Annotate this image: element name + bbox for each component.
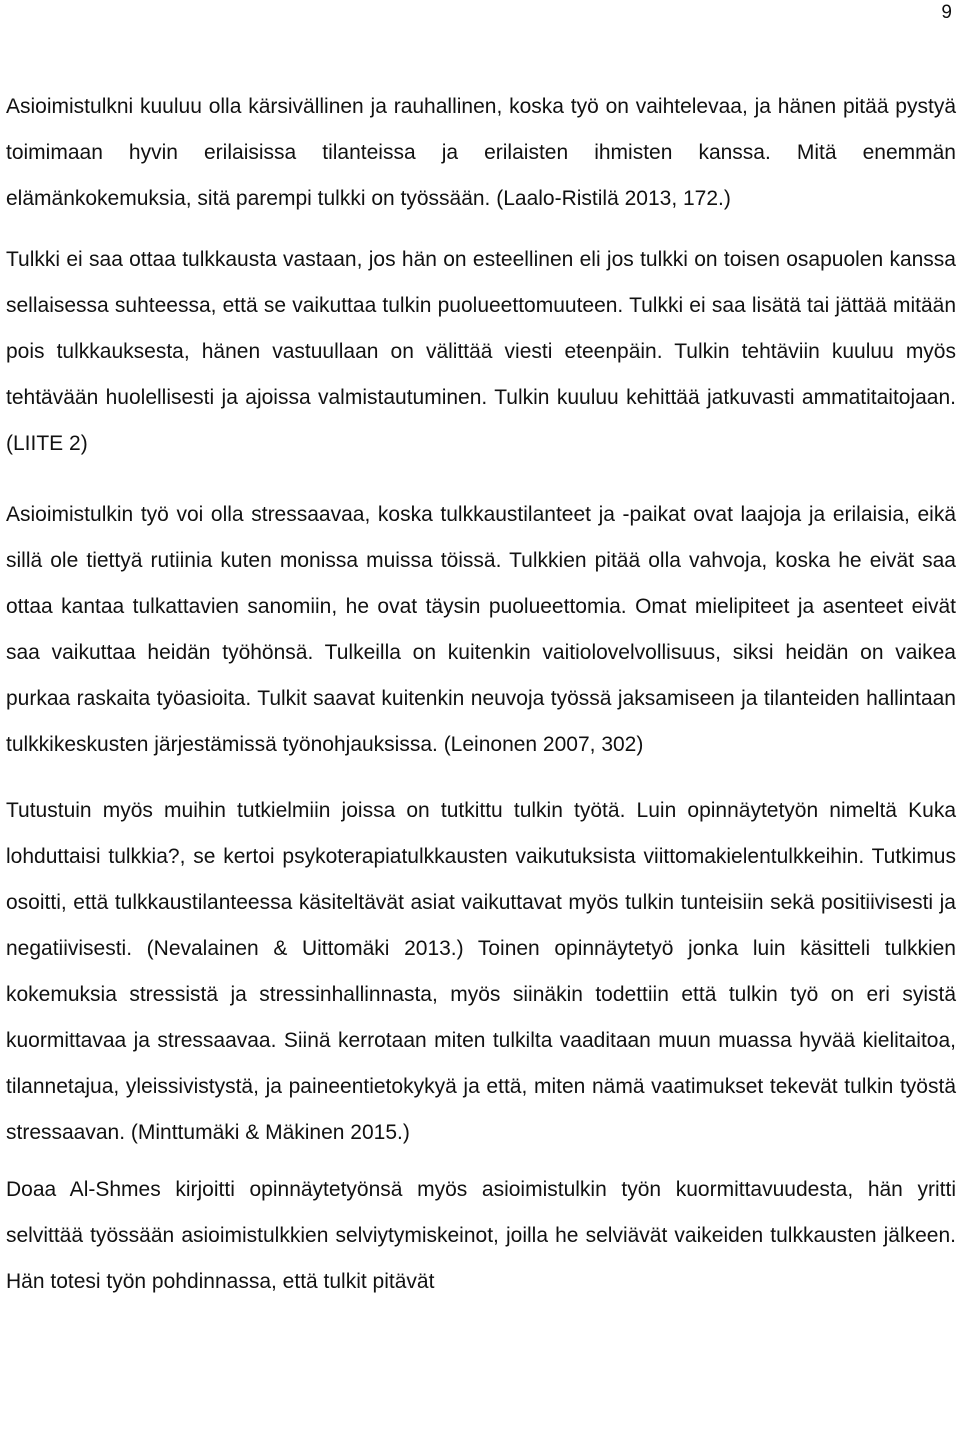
document-body [6,84,956,1305]
page-number: 9 [941,2,952,23]
paragraph-related-theses: Tutustuin myös muihin tutkielmiin joissa on tutkittu tulkin työtä. Luin opinnäytetyön nimeltä Kuka lohduttaisi tulkkia?, se kertoi psykoterapiatulkkausten vaikutuksista viittomakielentulkkeihin. Tutkimus osoitti, että tulkkaustilanteessa käsiteltävät asiat vaikuttavat myös tulkin tunteisiin sekä positiivisesti ja negatiivisesti. (Nevalainen & Uittomäki 2013.) Toinen opinnäytetyö jonka luin käsitteli tulkkien kokemuksia stressistä ja stressinhallinnasta, myös siinäkin todettiin että tulkin työ on eri syistä kuormittavaa ja stressaavaa. Siinä kerrotaan miten tulkilta vaaditaan muun muassa hyvää kielitaitoa, tilannetajua, yleissivistystä, ja paineentietokykyä ja että, miten nämä vaatimukset tekevät tulkin työstä stressaavan. (Minttumäki & Mäkinen 2015.) [6,799,956,1144]
paragraph-al-shmes-thesis: Doaa Al-Shmes kirjoitti opinnäytetyönsä myös asioimistulkin työn kuormittavuudesta, hän yritti selvittää työssään asioimistulkkien selviytymiskeinot, joilla he selviävät vaikeiden tulkkausten jälkeen. Hän totesi työn pohdinnassa, että tulkit pitävät [6,1178,956,1293]
paragraph-work-stress: Asioimistulkin työ voi olla stressaavaa, koska tulkkaustilanteet ja -paikat ovat laajoja ja erilaisia, eikä sillä ole tiettyä rutiinia kuten monissa muissa töissä. Tulkkien pitää olla vahvoja, koska he eivät saa ottaa kantaa tulkattavien sanomiin, he ovat täysin puolueettomia. Omat mielipiteet ja asenteet eivät saa vaikuttaa heidän työhönsä. Tulkeilla on kuitenkin vaitiolovelvollisuus, siksi heidän on vaikea purkaa raskaita työasioita. Tulkit saavat kuitenkin neuvoja työssä jaksamiseen ja tilanteiden hallintaan tulkkikeskusten järjestämissä työnohjauksissa. (Leinonen 2007, 302) [6,503,956,756]
paragraph-interpreter-obligations: Tulkki ei saa ottaa tulkkausta vastaan, jos hän on esteellinen eli jos tulkki on toisen osapuolen kanssa sellaisessa suhteessa, että se vaikuttaa tulkin puolueettomuuteen. Tulkki ei saa lisätä tai jättää mitään pois tulkkauksesta, hänen vastuullaan on välittää viesti eteenpäin. Tulkin tehtäviin kuuluu myös tehtävään huolellisesti ja ajoissa valmistautuminen. Tulkin kuuluu kehittää jatkuvasti ammatitaitojaan.(LIITE 2) [6,248,956,455]
paragraph-interpreter-qualities: Asioimistulkni kuuluu olla kärsivällinen ja rauhallinen, koska työ on vaihtelevaa, ja hänen pitää pystyä toimimaan hyvin erilaisissa tilanteissa ja erilaisten ihmisten kanssa. Mitä enemmän elämänkokemuksia, sitä parempi tulkki on työssään. (Laalo-Ristilä 2013, 172.) [6,95,956,210]
